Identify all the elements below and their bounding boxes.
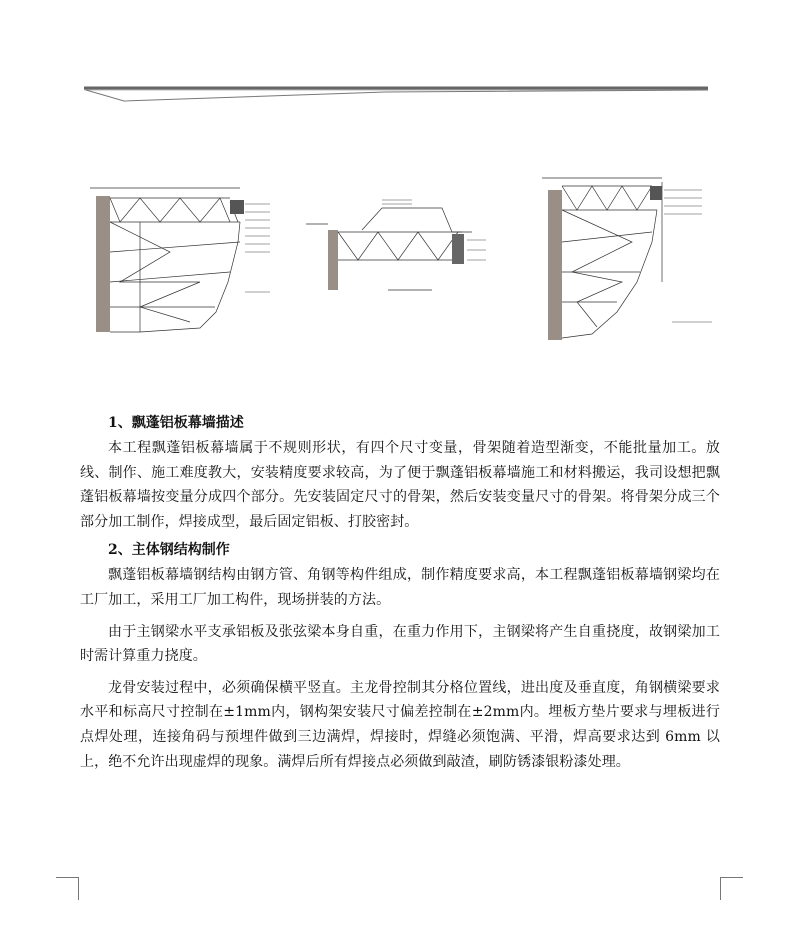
section-1-paragraph-1: 本工程飘蓬铝板幕墙属于不规则形状，有四个尺寸变量，骨架随着造型渐变，不能批量加工。放线、制作、施工难度教大，安装精度要求较高，为了便于飘蓬铝板幕墙施工和材料搬运，我司设想把飘蓬铝板幕墙按变量分成四个部分。先安装固定尺寸的骨架，然后安装变量尺寸的骨架。将骨架分成三个部分加工制作，焊接成型，最后固定铝板、打胶密封。 (80, 440, 720, 530)
section-2-paragraph-1: 飘蓬铝板幕墙钢结构由钢方管、角钢等构件组成，制作精度要求高，本工程飘蓬铝板幕墙钢梁均在工厂加工，采用工厂加工构件，现场拼装的方法。 (80, 567, 720, 608)
canopy-section-drawing-left (80, 182, 276, 344)
canopy-section-drawing-left-svg (80, 182, 276, 344)
section-1-heading: 1、飘蓬铝板幕墙描述 (108, 415, 244, 431)
section-2-paragraph-2: 由于主钢梁水平支承铝板及张弦梁本身自重，在重力作用下，主钢梁将产生自重挠度，故钢梁加工时需计算重力挠度。 (80, 623, 720, 665)
header-rule (84, 80, 708, 102)
canopy-section-drawing-right (522, 172, 720, 344)
page-corner-mark-left (56, 877, 79, 900)
section-2-paragraph-3: 龙骨安装过程中，必须确保横平竖直。主龙骨控制其分格位置线，进出度及垂直度，角钢横梁要求水平和标高尺寸控制在±1mm内，钢构架安装尺寸偏差控制在±2mm内。埋板方垫片要求与埋板进行点焊处理，连接角码与预埋件做到三边满焊，焊接时，焊缝必须饱满、平滑，焊高要求达到 6mm 以上，绝不允许出现虚焊的现象。满焊后所有焊接点必须做到敲渣，刷防锈漆银粉漆处理。 (80, 679, 720, 770)
section-2-heading: 2、主体钢结构制作 (108, 542, 230, 559)
document-body (80, 414, 720, 774)
canopy-section-drawing-middle-svg (302, 190, 488, 300)
page-corner-mark-right (720, 877, 743, 900)
canopy-section-drawing-middle (302, 190, 488, 300)
canopy-section-drawing-right-svg (522, 172, 720, 344)
